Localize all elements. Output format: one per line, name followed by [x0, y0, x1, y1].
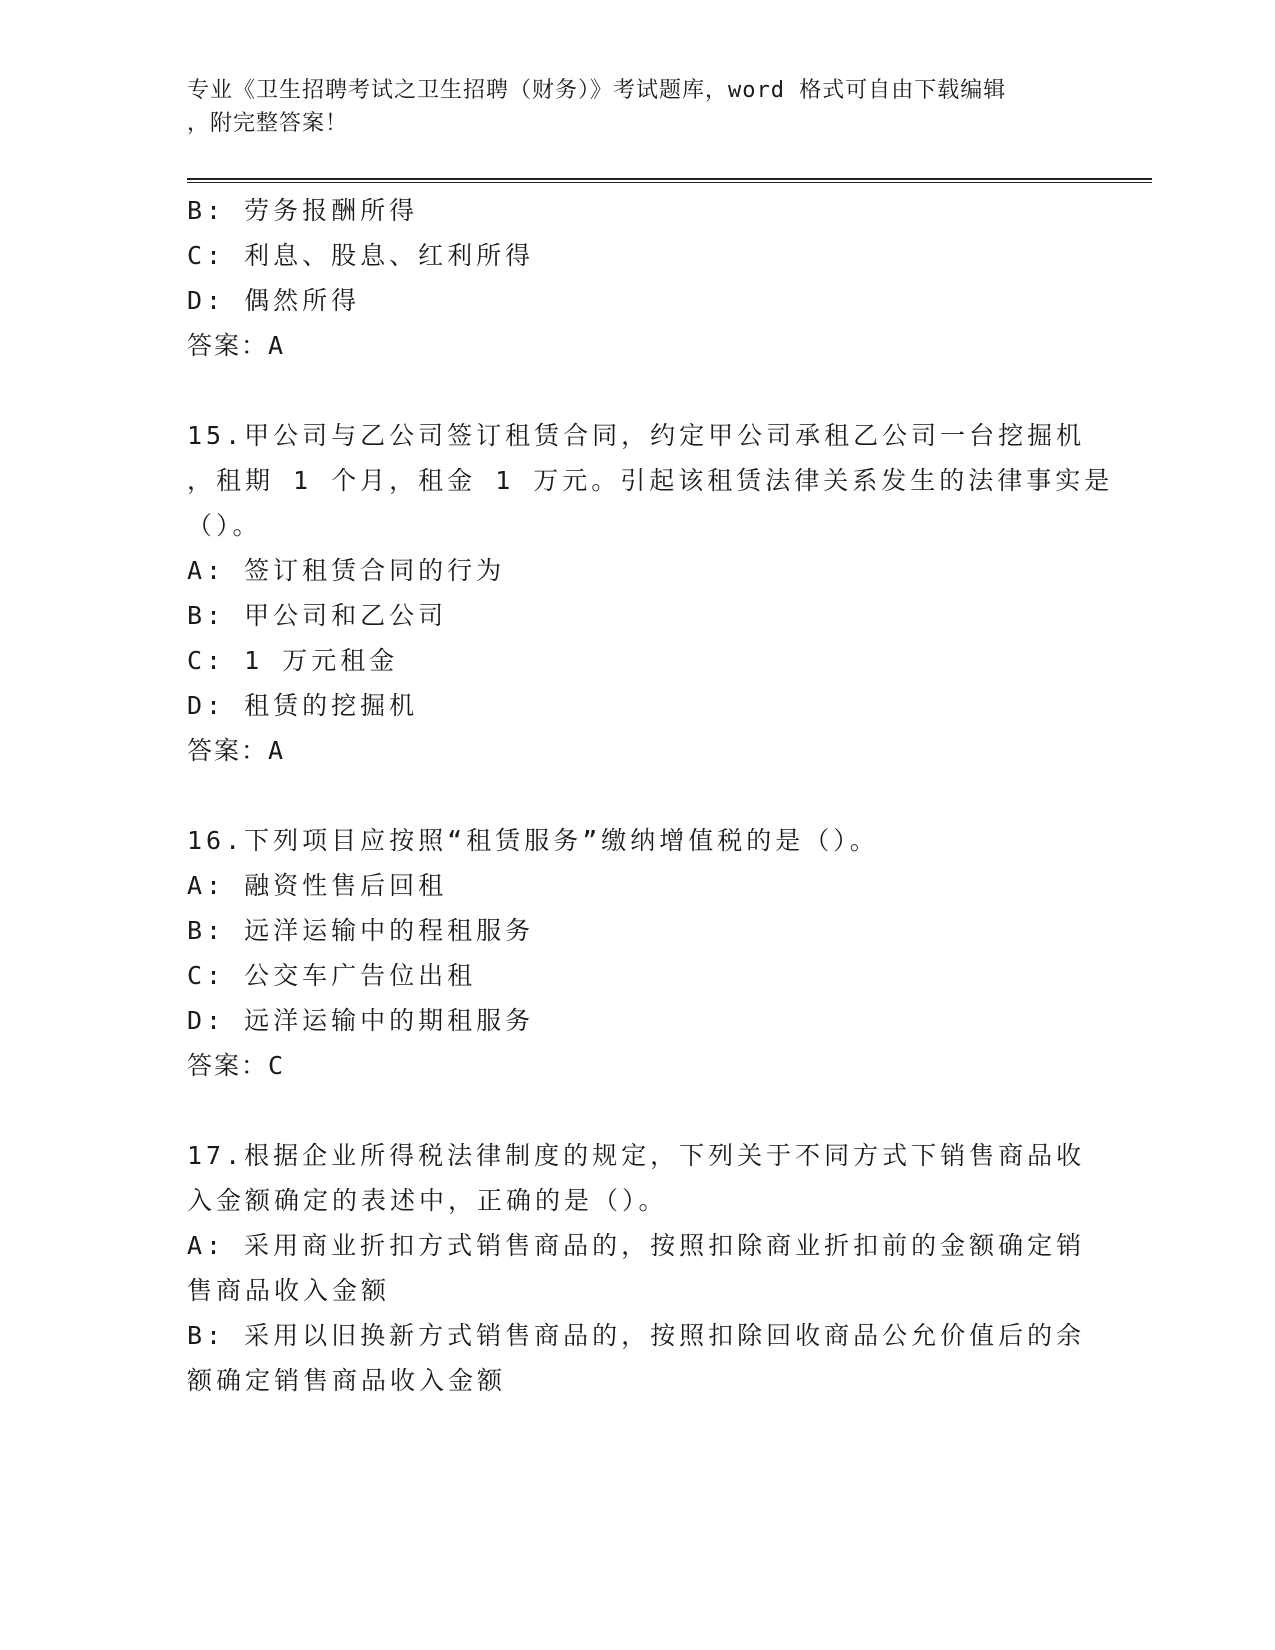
option-d: D: 租赁的挖掘机: [187, 691, 419, 720]
option-b: B: 采用以旧换新方式销售商品的，按照扣除回收商品公允价值后的余: [187, 1321, 1086, 1350]
option-a: A: 签订租赁合同的行为: [187, 556, 506, 585]
option-a: A: 融资性售后回租: [187, 871, 448, 900]
header-divider: [187, 178, 1152, 183]
header-line-2: ，附完整答案！: [187, 111, 349, 136]
header-line-1: 专业《卫生招聘考试之卫生招聘（财务）》考试题库，word 格式可自由下载编辑: [187, 78, 1007, 103]
option-c: C: 公交车广告位出租: [187, 961, 477, 990]
question-stem-line: 入金额确定的表述中，正确的是（）。: [187, 1186, 668, 1215]
option-b: B: 劳务报酬所得: [187, 196, 419, 225]
answer: 答案：A: [187, 331, 286, 360]
question-stem-line: 17.根据企业所得税法律制度的规定，下列关于不同方式下销售商品收: [187, 1141, 1086, 1170]
question-stem-line: 15.甲公司与乙公司签订租赁合同，约定甲公司承租乙公司一台挖掘机: [187, 421, 1086, 450]
option-a: A: 采用商业折扣方式销售商品的，按照扣除商业折扣前的金额确定销: [187, 1231, 1086, 1260]
option-b: B: 远洋运输中的程租服务: [187, 916, 535, 945]
option-b: B: 甲公司和乙公司: [187, 601, 448, 630]
option-c: C: 1 万元租金: [187, 646, 399, 675]
question-stem-line: ，租期 1 个月，租金 1 万元。引起该租赁法律关系发生的法律事实是: [187, 466, 1114, 495]
answer: 答案：C: [187, 1051, 286, 1080]
question-stem-line: 16.下列项目应按照“租赁服务”缴纳增值税的是（）。: [187, 826, 879, 855]
option-b-continued: 额确定销售商品收入金额: [187, 1366, 507, 1395]
option-a-continued: 售商品收入金额: [187, 1276, 391, 1305]
option-c: C: 利息、股息、红利所得: [187, 241, 535, 270]
option-d: D: 偶然所得: [187, 286, 361, 315]
document-header: [187, 74, 1067, 140]
option-d: D: 远洋运输中的期租服务: [187, 1006, 535, 1035]
question-stem-line: （）。: [187, 511, 262, 540]
answer: 答案：A: [187, 736, 286, 765]
